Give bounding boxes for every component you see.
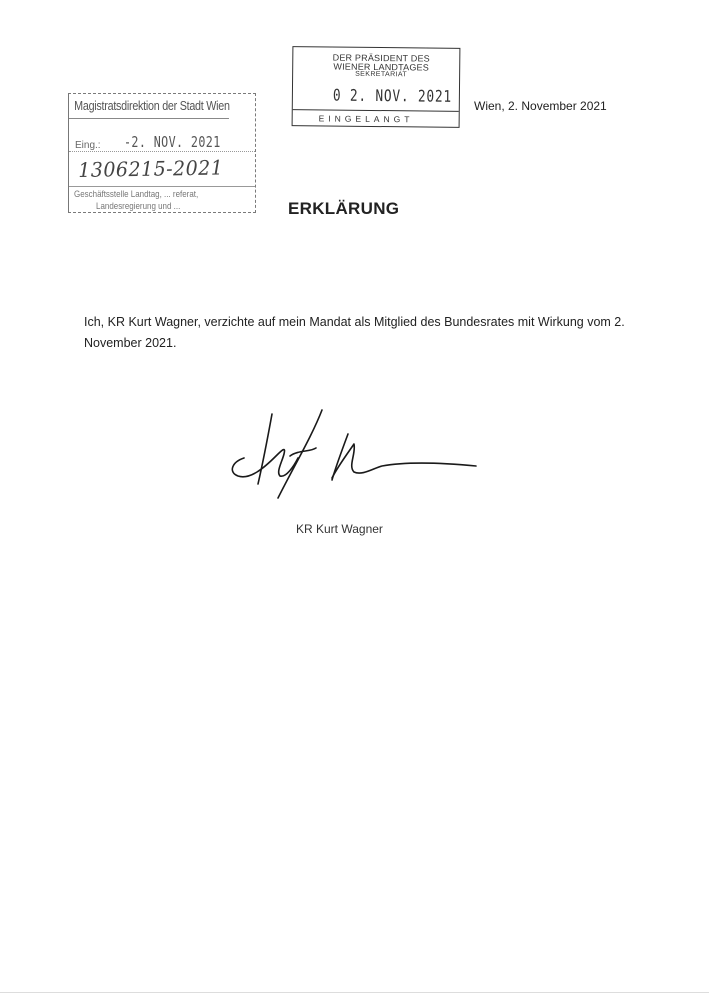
signer-name: KR Kurt Wagner (296, 522, 383, 536)
stamp-divider (293, 109, 459, 112)
stamp-received-label: Eing.: (75, 140, 101, 151)
handwritten-signature (224, 406, 484, 501)
stamp-date: 0 2. NOV. 2021 (332, 85, 453, 106)
stamp-title: Magistratsdirektion der Stadt Wien (69, 94, 229, 119)
stamp-subline: Geschäftsstelle Landtag, ... referat, (74, 189, 199, 200)
stamp-footer: EINGELANGT (318, 113, 414, 125)
document-title: ERKLÄRUNG (288, 199, 400, 218)
received-stamp-president (292, 46, 461, 128)
stamp-line: WIENER LANDTAGES (333, 61, 430, 73)
declaration-text: Ich, KR Kurt Wagner, verzichte auf mein Mandat als Mitglied des Bundesrates mit Wirkung vom 2. November 2021. (84, 315, 625, 350)
stamp-divider (69, 186, 255, 187)
stamp-line: DER PRÄSIDENT DES (332, 52, 430, 64)
stamp-divider (69, 151, 255, 152)
stamp-reference-number: 1306215-2021 (78, 155, 224, 182)
stamp-line: SEKRETARIAT (355, 70, 408, 79)
stamp-subline: Landesregierung und ... (96, 201, 181, 212)
received-stamp-magistrat (68, 93, 256, 213)
place-and-date: Wien, 2. November 2021 (474, 99, 607, 113)
page-edge-line (0, 992, 709, 993)
stamp-received-date: -2. NOV. 2021 (124, 133, 221, 151)
